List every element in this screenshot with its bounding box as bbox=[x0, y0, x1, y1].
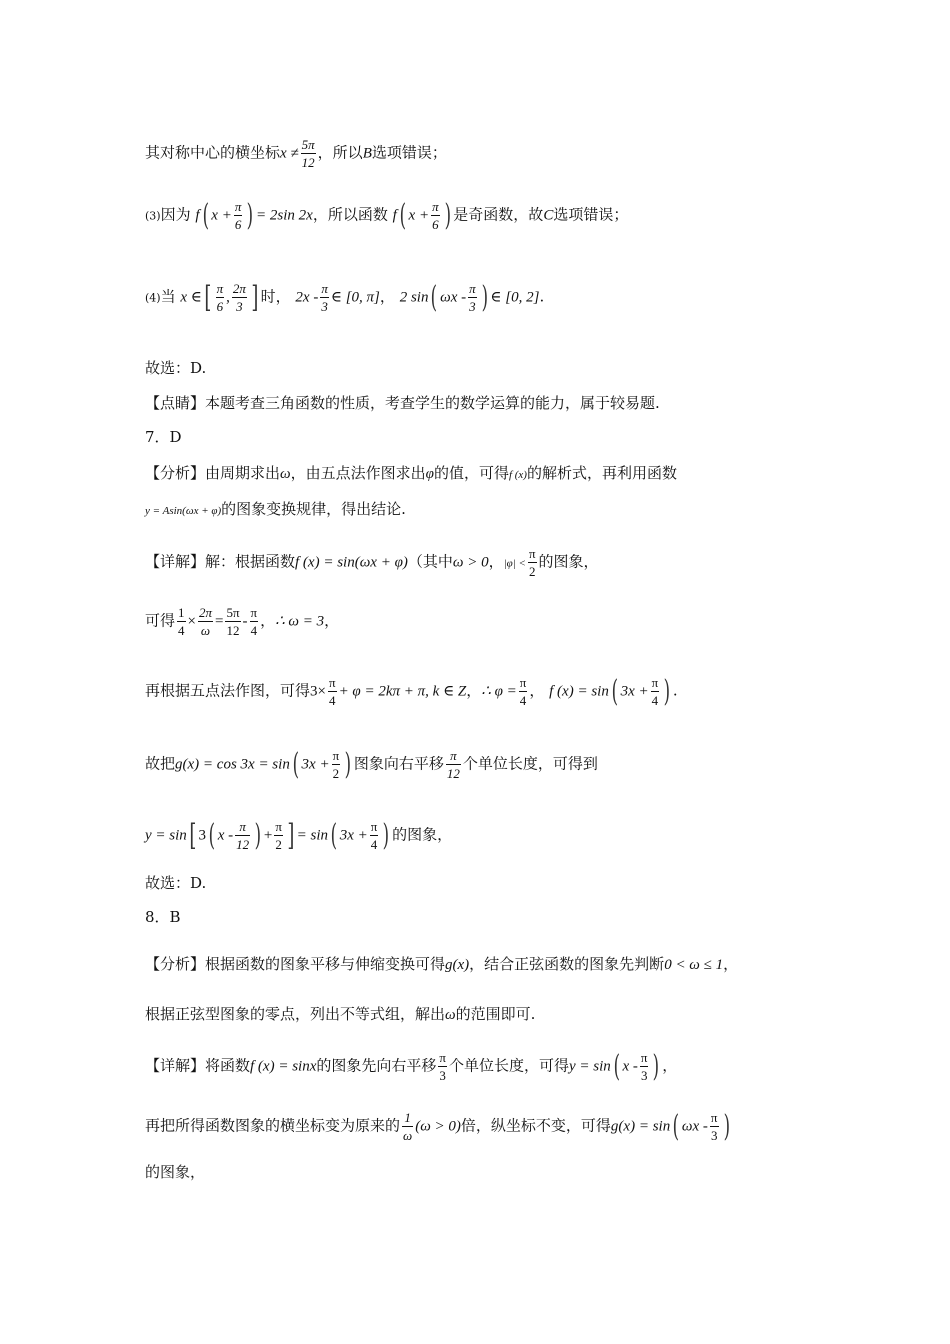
text: 当 bbox=[160, 287, 176, 306]
fraction bbox=[320, 282, 329, 313]
text: ，结合正弦函数的图象先判断 bbox=[469, 955, 665, 973]
math: ∴ φ = bbox=[481, 683, 517, 700]
math: f bbox=[392, 207, 397, 224]
bracket-right: ] bbox=[287, 817, 295, 853]
frac-denominator: 4 bbox=[370, 837, 378, 852]
text: 的范围即可. bbox=[455, 1005, 536, 1023]
line-item-3 bbox=[145, 197, 890, 233]
math: = 2sin 2x bbox=[256, 207, 313, 224]
text: 个单位长度，可得 bbox=[448, 1056, 569, 1075]
frac-denominator: 3 bbox=[710, 1128, 718, 1143]
frac-numerator: 5π bbox=[301, 137, 315, 152]
text: 选项错误； bbox=[371, 143, 447, 162]
frac-denominator: 6 bbox=[432, 217, 439, 232]
paren-left: ( bbox=[672, 1108, 680, 1144]
fraction bbox=[402, 1111, 413, 1142]
text: 因为 bbox=[160, 205, 191, 224]
fraction bbox=[235, 820, 250, 851]
math: g(x) = cos 3x = sin bbox=[175, 756, 290, 773]
math: ω bbox=[280, 466, 291, 482]
frac-denominator: ω bbox=[200, 623, 211, 638]
frac-numerator: π bbox=[370, 819, 378, 834]
text: 的解析式，再利用函数 bbox=[526, 464, 677, 482]
text: 【详解】将函数 bbox=[145, 1056, 251, 1075]
frac-numerator: 1 bbox=[402, 1111, 413, 1127]
fraction bbox=[225, 606, 240, 637]
frac-numerator: π bbox=[432, 199, 439, 214]
paren-left: ( bbox=[611, 673, 618, 709]
math: (ω > 0) bbox=[415, 1118, 461, 1135]
frac-numerator: π bbox=[321, 281, 328, 296]
frac-numerator: π bbox=[528, 546, 536, 561]
text: 是奇函数，故 bbox=[453, 205, 544, 224]
paren-right: ) bbox=[344, 746, 352, 782]
frac-numerator: π bbox=[216, 281, 224, 296]
frac-numerator: π bbox=[250, 605, 258, 620]
paren-right: ) bbox=[444, 197, 451, 233]
frac-denominator: 4 bbox=[250, 623, 258, 638]
fraction bbox=[274, 820, 283, 851]
fraction bbox=[234, 200, 243, 231]
frac-denominator: 3 bbox=[439, 1068, 446, 1083]
text: 再把所得函数图象的横坐标变为原来的 bbox=[145, 1116, 401, 1135]
text: . bbox=[539, 287, 545, 306]
paren-left: ( bbox=[202, 197, 209, 233]
math: 2 sin bbox=[399, 289, 429, 306]
paren-right: ) bbox=[481, 279, 488, 315]
text: ， bbox=[488, 552, 504, 571]
math: 3x + bbox=[301, 756, 330, 773]
text: ， bbox=[379, 287, 395, 306]
text: 【分析】根据函数的图象平移与伸缩变换可得 bbox=[145, 955, 446, 973]
paren-left: ( bbox=[399, 197, 406, 233]
frac-denominator: 3 bbox=[321, 299, 328, 314]
frac-denominator: 4 bbox=[651, 693, 659, 708]
fraction bbox=[250, 606, 259, 637]
comma: , bbox=[226, 289, 230, 306]
frac-numerator: π bbox=[328, 675, 336, 690]
math: g(x) = sin bbox=[610, 1118, 671, 1135]
text: 个单位长度，可得到 bbox=[462, 754, 598, 773]
fraction bbox=[519, 676, 528, 707]
frac-numerator: π bbox=[439, 1050, 446, 1065]
text: 时， bbox=[260, 287, 291, 306]
frac-numerator: π bbox=[640, 1050, 648, 1065]
math: 3x + bbox=[339, 827, 368, 844]
fraction bbox=[370, 820, 379, 851]
fraction bbox=[332, 749, 341, 780]
item-number: (3) bbox=[145, 209, 161, 223]
fraction bbox=[651, 676, 660, 707]
bracket-left: [ bbox=[204, 279, 212, 315]
frac-numerator: π bbox=[446, 749, 461, 765]
math: = bbox=[215, 613, 224, 630]
math: ∈ [0, π] bbox=[330, 289, 380, 306]
frac-denominator: 4 bbox=[519, 693, 527, 708]
paren-right: ) bbox=[723, 1108, 730, 1144]
line-item-4 bbox=[145, 279, 890, 315]
frac-denominator: 12 bbox=[236, 837, 250, 852]
line-analysis-7 bbox=[145, 463, 890, 485]
bracket-right: ] bbox=[251, 279, 259, 315]
fraction bbox=[710, 1111, 719, 1142]
paren-left: ( bbox=[613, 1048, 620, 1084]
text: 【分析】由周期求出 bbox=[145, 464, 281, 482]
text: 选项错误； bbox=[553, 205, 629, 224]
frac-numerator: 2π bbox=[232, 281, 246, 296]
math: x - bbox=[622, 1058, 638, 1075]
frac-numerator: π bbox=[469, 281, 476, 296]
line-detail-8-end: 的图象， bbox=[145, 1163, 206, 1181]
paren-right: ) bbox=[653, 1048, 660, 1084]
frac-numerator: π bbox=[651, 675, 659, 690]
text: 的图象先向右平移 bbox=[316, 1056, 437, 1075]
math: - bbox=[242, 613, 248, 630]
bracket-left: [ bbox=[189, 817, 197, 853]
line-detail-7-phi bbox=[145, 673, 890, 709]
math: |φ| < bbox=[503, 557, 526, 570]
frac-denominator: 3 bbox=[236, 299, 243, 314]
line-symmetry-center bbox=[145, 138, 890, 169]
text: 的图象， bbox=[538, 552, 599, 571]
line-detail-7-shift bbox=[145, 746, 890, 782]
line-detail-7-result bbox=[145, 817, 890, 853]
frac-denominator: 12 bbox=[446, 766, 460, 781]
math: y = sin bbox=[145, 827, 187, 844]
math: ωx - bbox=[440, 289, 467, 306]
paren-right: ) bbox=[382, 817, 390, 853]
math: x + bbox=[408, 207, 430, 224]
math: × bbox=[187, 613, 196, 630]
text: 【详解】解：根据函数 bbox=[145, 552, 296, 571]
fraction bbox=[232, 282, 247, 313]
paren-right: ) bbox=[254, 817, 262, 853]
text: ， bbox=[466, 681, 482, 700]
math: ωx - bbox=[681, 1118, 708, 1135]
item-number: (4) bbox=[145, 291, 161, 305]
math: ω > 0 bbox=[452, 554, 489, 571]
text: 倍，纵坐标不变，可得 bbox=[460, 1116, 611, 1135]
fraction bbox=[640, 1051, 649, 1082]
line-question-8: 8．B bbox=[145, 908, 181, 926]
fraction bbox=[328, 676, 337, 707]
frac-denominator: 2 bbox=[275, 837, 282, 852]
frac-numerator: π bbox=[519, 675, 527, 690]
frac-numerator: π bbox=[234, 199, 242, 214]
math: x + bbox=[211, 207, 232, 224]
fraction bbox=[468, 282, 477, 313]
math: + φ = 2kπ + π, k ∈ Z bbox=[338, 683, 467, 700]
math: x ≠ bbox=[280, 145, 299, 162]
text: ， bbox=[529, 681, 545, 700]
text: . bbox=[672, 681, 678, 700]
frac-numerator: π bbox=[275, 819, 282, 834]
frac-denominator: 3 bbox=[469, 299, 476, 314]
frac-denominator: 2 bbox=[332, 766, 340, 781]
math: ω bbox=[445, 1007, 456, 1023]
math: C bbox=[543, 207, 554, 224]
frac-denominator: 4 bbox=[178, 623, 185, 638]
math: B bbox=[362, 145, 372, 162]
frac-denominator: ω bbox=[403, 1128, 413, 1143]
frac-numerator: π bbox=[332, 748, 340, 763]
frac-denominator: 6 bbox=[234, 217, 242, 232]
text: 可得 bbox=[145, 611, 176, 630]
text: ，所以 bbox=[317, 143, 363, 162]
paren-right: ) bbox=[663, 673, 671, 709]
frac-numerator: π bbox=[710, 1110, 718, 1125]
frac-numerator: 1 bbox=[178, 605, 185, 620]
text: 其对称中心的横坐标 bbox=[145, 143, 281, 162]
text: 的图象， bbox=[392, 825, 453, 844]
text: 根据正弦型图象的零点，列出不等式组，解出 bbox=[145, 1005, 446, 1023]
paren-left: ( bbox=[208, 817, 216, 853]
text: ， bbox=[324, 611, 340, 630]
math: f (x) = sin bbox=[549, 683, 609, 700]
math: g(x) bbox=[445, 957, 470, 973]
math: x - bbox=[217, 827, 234, 844]
line-analysis-8 bbox=[145, 954, 890, 975]
math: f (x) bbox=[508, 469, 527, 481]
text: ， bbox=[723, 955, 739, 973]
fraction bbox=[177, 606, 186, 637]
text: （其中 bbox=[407, 552, 453, 571]
frac-numerator: 2π bbox=[198, 605, 212, 620]
line-detail-8 bbox=[145, 1048, 890, 1084]
frac-denominator: 2 bbox=[528, 564, 536, 579]
text: ， bbox=[260, 611, 276, 630]
math: = sin bbox=[296, 827, 329, 844]
text: ，由五点法作图求出 bbox=[290, 464, 426, 482]
fraction bbox=[528, 547, 537, 578]
frac-denominator: 3 bbox=[640, 1068, 648, 1083]
line-analysis-7-cont bbox=[145, 499, 890, 521]
fraction bbox=[216, 282, 225, 313]
paren-left: ( bbox=[431, 279, 438, 315]
math: φ bbox=[425, 466, 434, 482]
math: y = sin bbox=[568, 1058, 611, 1075]
text: 的图象变换规律，得出结论. bbox=[221, 500, 406, 518]
line-analysis-8-cont bbox=[145, 1004, 890, 1025]
line-question-7: 7．D bbox=[145, 428, 182, 446]
frac-denominator: 4 bbox=[329, 693, 336, 708]
fraction bbox=[198, 606, 213, 637]
math: 3 bbox=[198, 827, 207, 844]
fraction bbox=[301, 138, 316, 169]
line-detail-8-stretch bbox=[145, 1108, 890, 1144]
frac-numerator: 5π bbox=[226, 605, 240, 620]
line-detail-7 bbox=[145, 547, 890, 578]
math: + bbox=[263, 827, 273, 844]
text: ，所以函数 bbox=[312, 205, 388, 224]
line-comment: 【点睛】本题考查三角函数的性质，考查学生的数学运算的能力，属于较易题. bbox=[145, 394, 660, 412]
line-detail-7-omega bbox=[145, 606, 890, 637]
math: ∴ ω = 3 bbox=[275, 613, 325, 630]
line-answer-7: 故选：D. bbox=[145, 874, 207, 892]
math: 3× bbox=[310, 683, 326, 700]
math: ∈ [0, 2] bbox=[490, 289, 540, 306]
paren-left: ( bbox=[292, 746, 299, 782]
math: f bbox=[195, 207, 200, 224]
fraction bbox=[431, 200, 440, 231]
math: 0 < ω ≤ 1 bbox=[664, 957, 724, 973]
frac-numerator: π bbox=[235, 820, 250, 836]
text: 图象向右平移 bbox=[353, 754, 444, 773]
paren-right: ) bbox=[246, 197, 254, 233]
text: 故把 bbox=[145, 754, 176, 773]
fraction bbox=[438, 1051, 447, 1082]
text: 再根据五点法作图，可得 bbox=[145, 681, 311, 700]
math: x ∈ bbox=[180, 289, 202, 306]
frac-denominator: 6 bbox=[216, 299, 224, 314]
math: y = Asin(ωx + φ) bbox=[145, 505, 222, 517]
math: f (x) = sin(ωx + φ) bbox=[295, 554, 408, 571]
text: 的值，可得 bbox=[433, 464, 509, 482]
frac-denominator: 12 bbox=[226, 623, 240, 638]
math: 3x + bbox=[620, 683, 649, 700]
math: f (x) = sinx bbox=[250, 1058, 317, 1075]
fraction bbox=[446, 749, 461, 780]
paren-left: ( bbox=[330, 817, 338, 853]
frac-denominator: 12 bbox=[301, 155, 315, 170]
line-answer: 故选：D. bbox=[145, 359, 207, 377]
text: ， bbox=[662, 1056, 678, 1075]
math: 2x - bbox=[295, 289, 319, 306]
